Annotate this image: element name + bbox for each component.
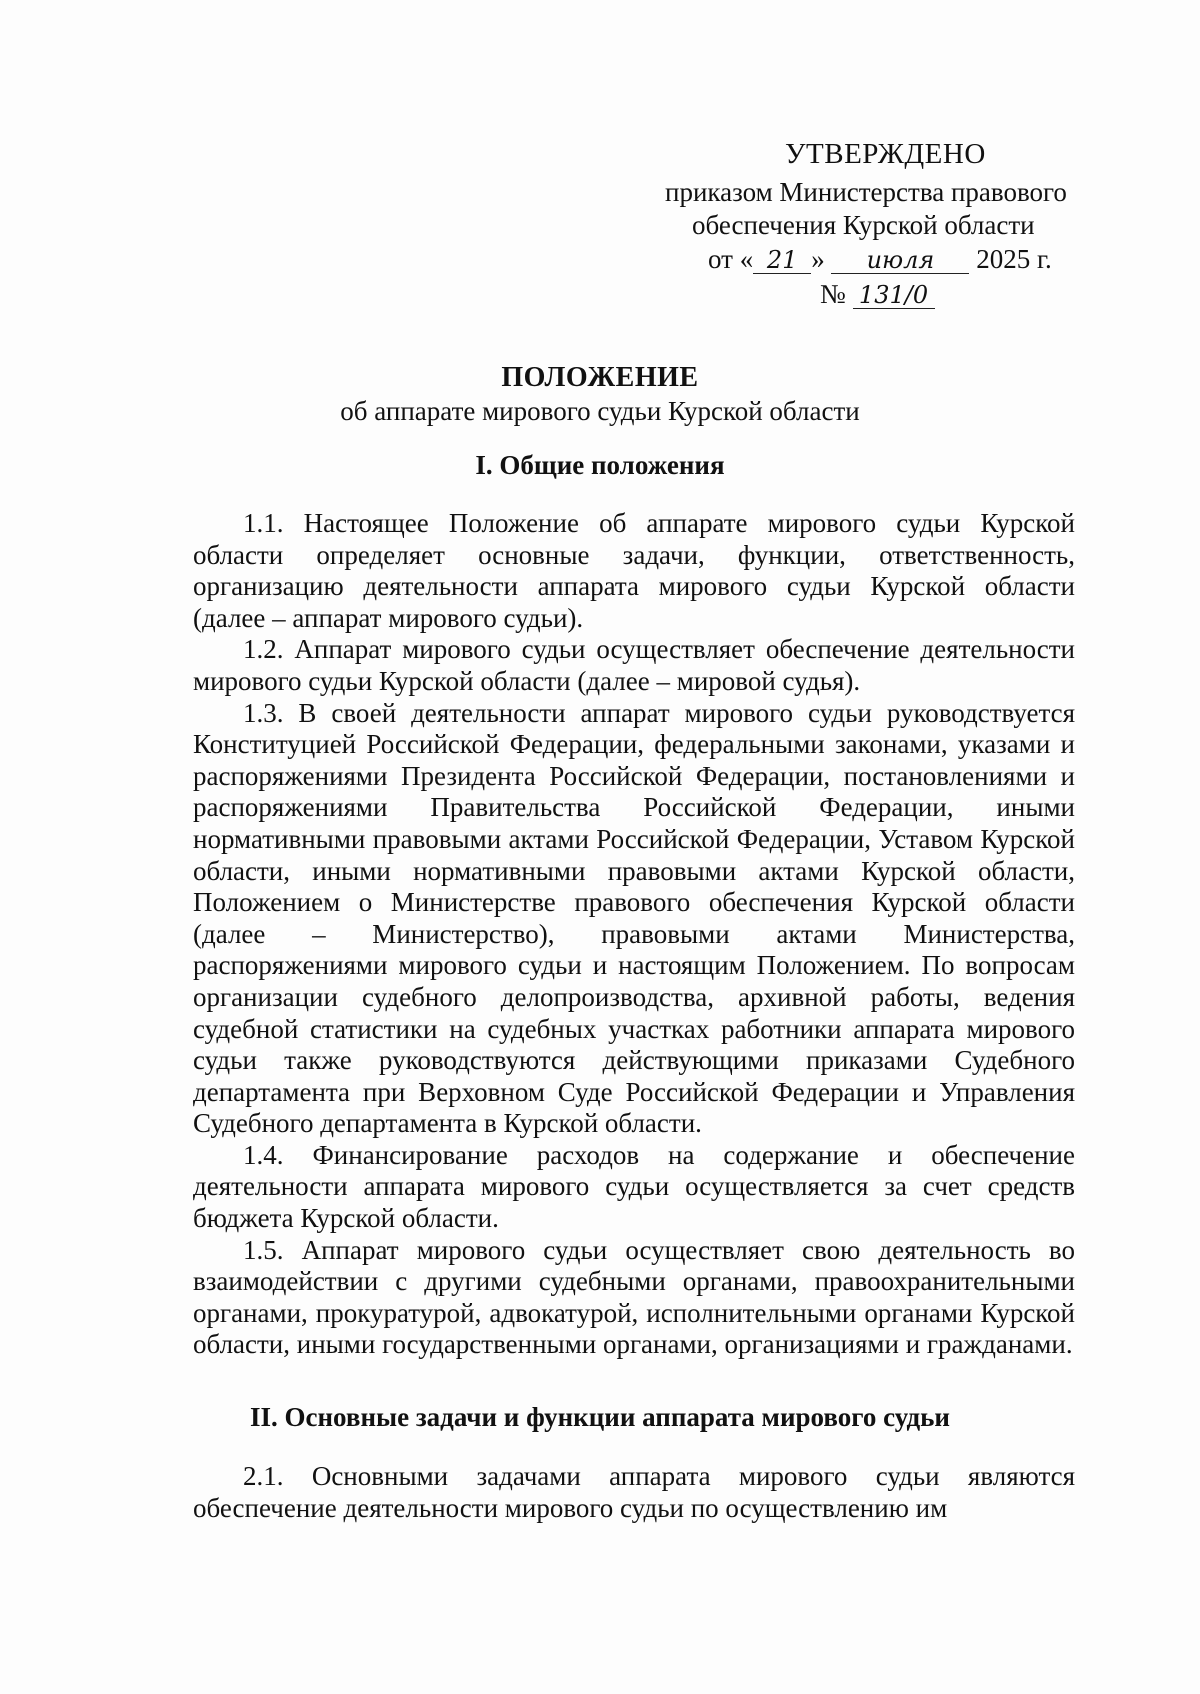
date-month-handwritten: июля: [831, 247, 969, 274]
number-prefix: №: [820, 279, 846, 309]
date-day-handwritten: 21: [753, 247, 811, 274]
section-general-body: [193, 508, 1075, 1361]
section-heading-general: I. Общие положения: [475, 450, 725, 480]
document-subtitle: об аппарате мирового судьи Курской области: [340, 396, 860, 426]
paragraph-2-1: 2.1. Основными задачами аппарата мирового судьи являются обеспечение деятельности мирового судьи по осуществлению им: [193, 1461, 1075, 1523]
date-year: 2025 г.: [976, 244, 1052, 274]
section-heading-tasks: II. Основные задачи и функции аппарата мирового судьи: [249, 1402, 950, 1432]
document-title: ПОЛОЖЕНИЕ: [501, 362, 699, 393]
approval-ministry-line: обеспечения Курской области: [692, 210, 1035, 240]
paragraph-1-1: 1.1. Настоящее Положение об аппарате мирового судьи Курской области определяет основные задачи, функции, ответственность, организацию деятельности аппарата мирового судьи Курской области (далее – аппарат мирового судьи).: [193, 508, 1075, 633]
paragraph-1-5: 1.5. Аппарат мирового судьи осуществляет свою деятельность во взаимодействии с другими судебными органами, правоохранительными органами, прокуратурой, адвокатурой, исполнительными органами Курской области, иными государственными органами, организациями и гражданами.: [193, 1234, 1075, 1360]
paragraph-1-3: 1.3. В своей деятельности аппарат мирового судьи руководствуется Конституцией Российской Федерации, федеральными законами, указами и распоряжениями Президента Российской Федерации, постановлениями и распоряжениями Правительства Российской Федерации, иными нормативными правовыми актами Российской Федерации, Уставом Курской области, иными нормативными правовыми актами Курской области, Положением о Министерстве правового обеспечения Курской области (далее – Министерство), правовыми актами Министерства, распоряжениями мирового судьи и настоящим Положением. По вопросам организации судебного делопроизводства, архивной работы, ведения судебной статистики на судебных участках работники аппарата мирового судьи также руководствуются действующими приказами Судебного департамента при Верховном Суде Российской Федерации и Управления Судебного департамента в Курской области.: [193, 697, 1075, 1139]
approval-date-line: [640, 243, 1080, 276]
date-prefix: от «: [708, 244, 754, 274]
number-handwritten: 131/0: [853, 282, 935, 309]
approval-number-line: [640, 278, 1080, 311]
approval-stamp-block: [640, 138, 1080, 311]
approval-title: УТВЕРЖДЕНО: [785, 138, 986, 170]
date-mid: »: [811, 244, 825, 274]
paragraph-1-2: 1.2. Аппарат мирового судьи осуществляет обеспечение деятельности мирового судьи Курской области (далее – мировой судья).: [193, 634, 1075, 696]
section-tasks-body: [193, 1461, 1075, 1524]
paragraph-1-4: 1.4. Финансирование расходов на содержание и обеспечение деятельности аппарата мирового судьи осуществляется за счет средств бюджета Курской области.: [193, 1139, 1075, 1234]
approval-order-line: приказом Министерства правового: [665, 177, 1067, 207]
